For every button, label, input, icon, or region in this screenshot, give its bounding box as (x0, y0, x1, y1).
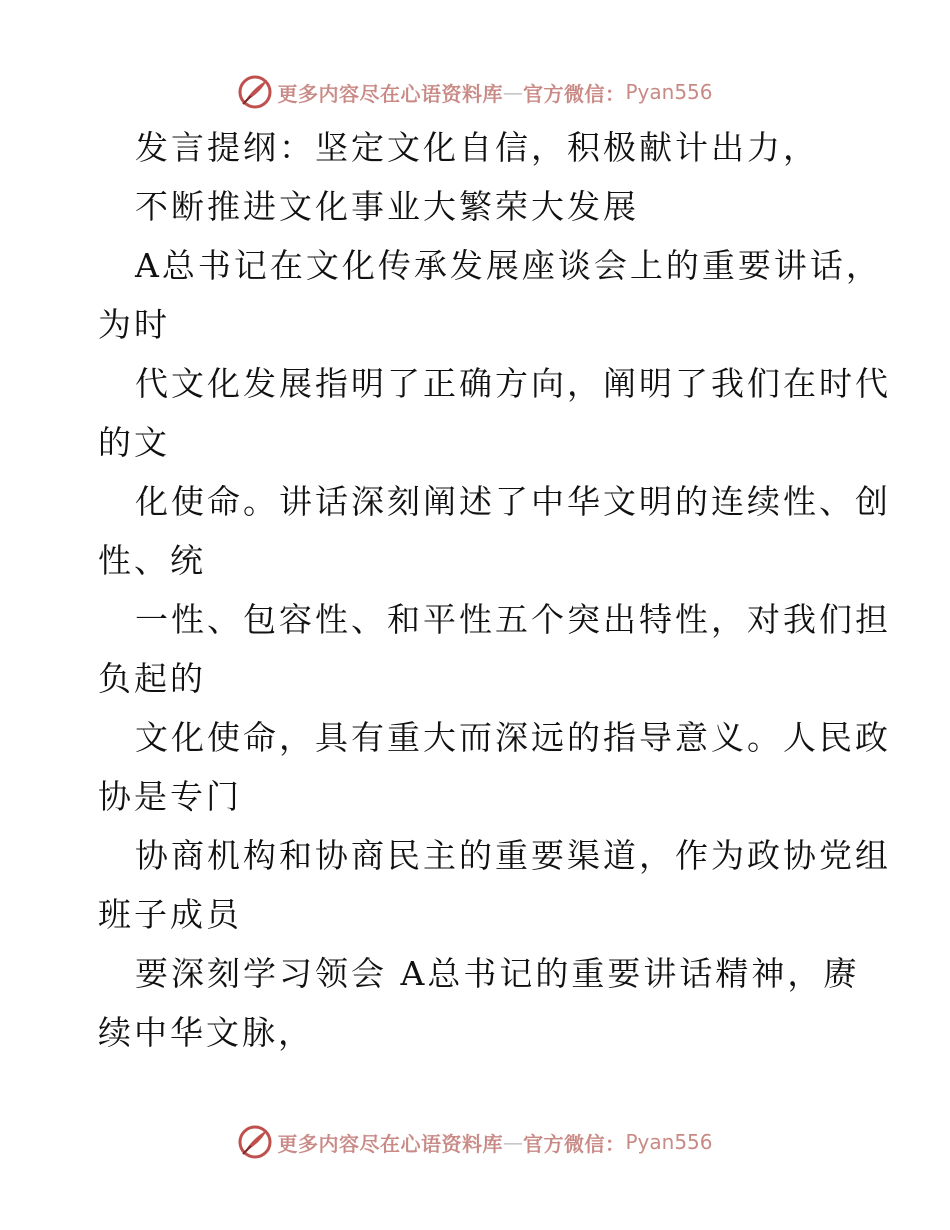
text-line: A总书记在文化传承发展座谈会上的重要讲话， (135, 246, 882, 285)
text-line: 为时 (98, 305, 170, 344)
text-line: 一性、包容性、和平性五个突出特性，对我们担 (135, 600, 891, 639)
header-separator: — (502, 80, 523, 104)
text-line: 负起的 (98, 659, 206, 698)
footer-separator: — (502, 1130, 523, 1154)
footer-site-text: 更多内容尽在心语资料库 (277, 1131, 503, 1156)
footer-banner (0, 1122, 950, 1162)
text-line: 文化使命，具有重大而深远的指导意义。人民政 (135, 718, 891, 757)
text-line: 性、统 (98, 541, 206, 580)
text-line: 班子成员 (98, 895, 242, 934)
header-banner (0, 72, 950, 112)
text-line: 的文 (98, 423, 170, 462)
feather-pen-logo-icon (237, 1124, 273, 1160)
text-line: 协商机构和协商民主的重要渠道，作为政协党组 (135, 836, 891, 875)
text-line: 代文化发展指明了正确方向，阐明了我们在时代 (135, 364, 891, 403)
text-line: 不断推进文化事业大繁荣大发展 (135, 187, 639, 226)
text-line: 发言提纲：坚定文化自信，积极献计出力， (135, 128, 819, 167)
feather-pen-logo-icon (237, 74, 273, 110)
header-wechat-label: 官方微信： (522, 81, 626, 106)
text-line: 协是专门 (98, 777, 242, 816)
text-line: 续中华文脉， (98, 1013, 314, 1052)
document-body (98, 118, 891, 1062)
footer-wechat-label: 官方微信： (522, 1131, 626, 1156)
footer-wechat-id: Pyan556 (625, 1130, 713, 1154)
header-wechat-id: Pyan556 (625, 80, 713, 104)
text-line: 化使命。讲话深刻阐述了中华文明的连续性、创 (135, 482, 891, 521)
header-site-text: 更多内容尽在心语资料库 (277, 81, 503, 106)
text-line: 要深刻学习领会 A总书记的重要讲话精神，赓 (135, 954, 860, 993)
